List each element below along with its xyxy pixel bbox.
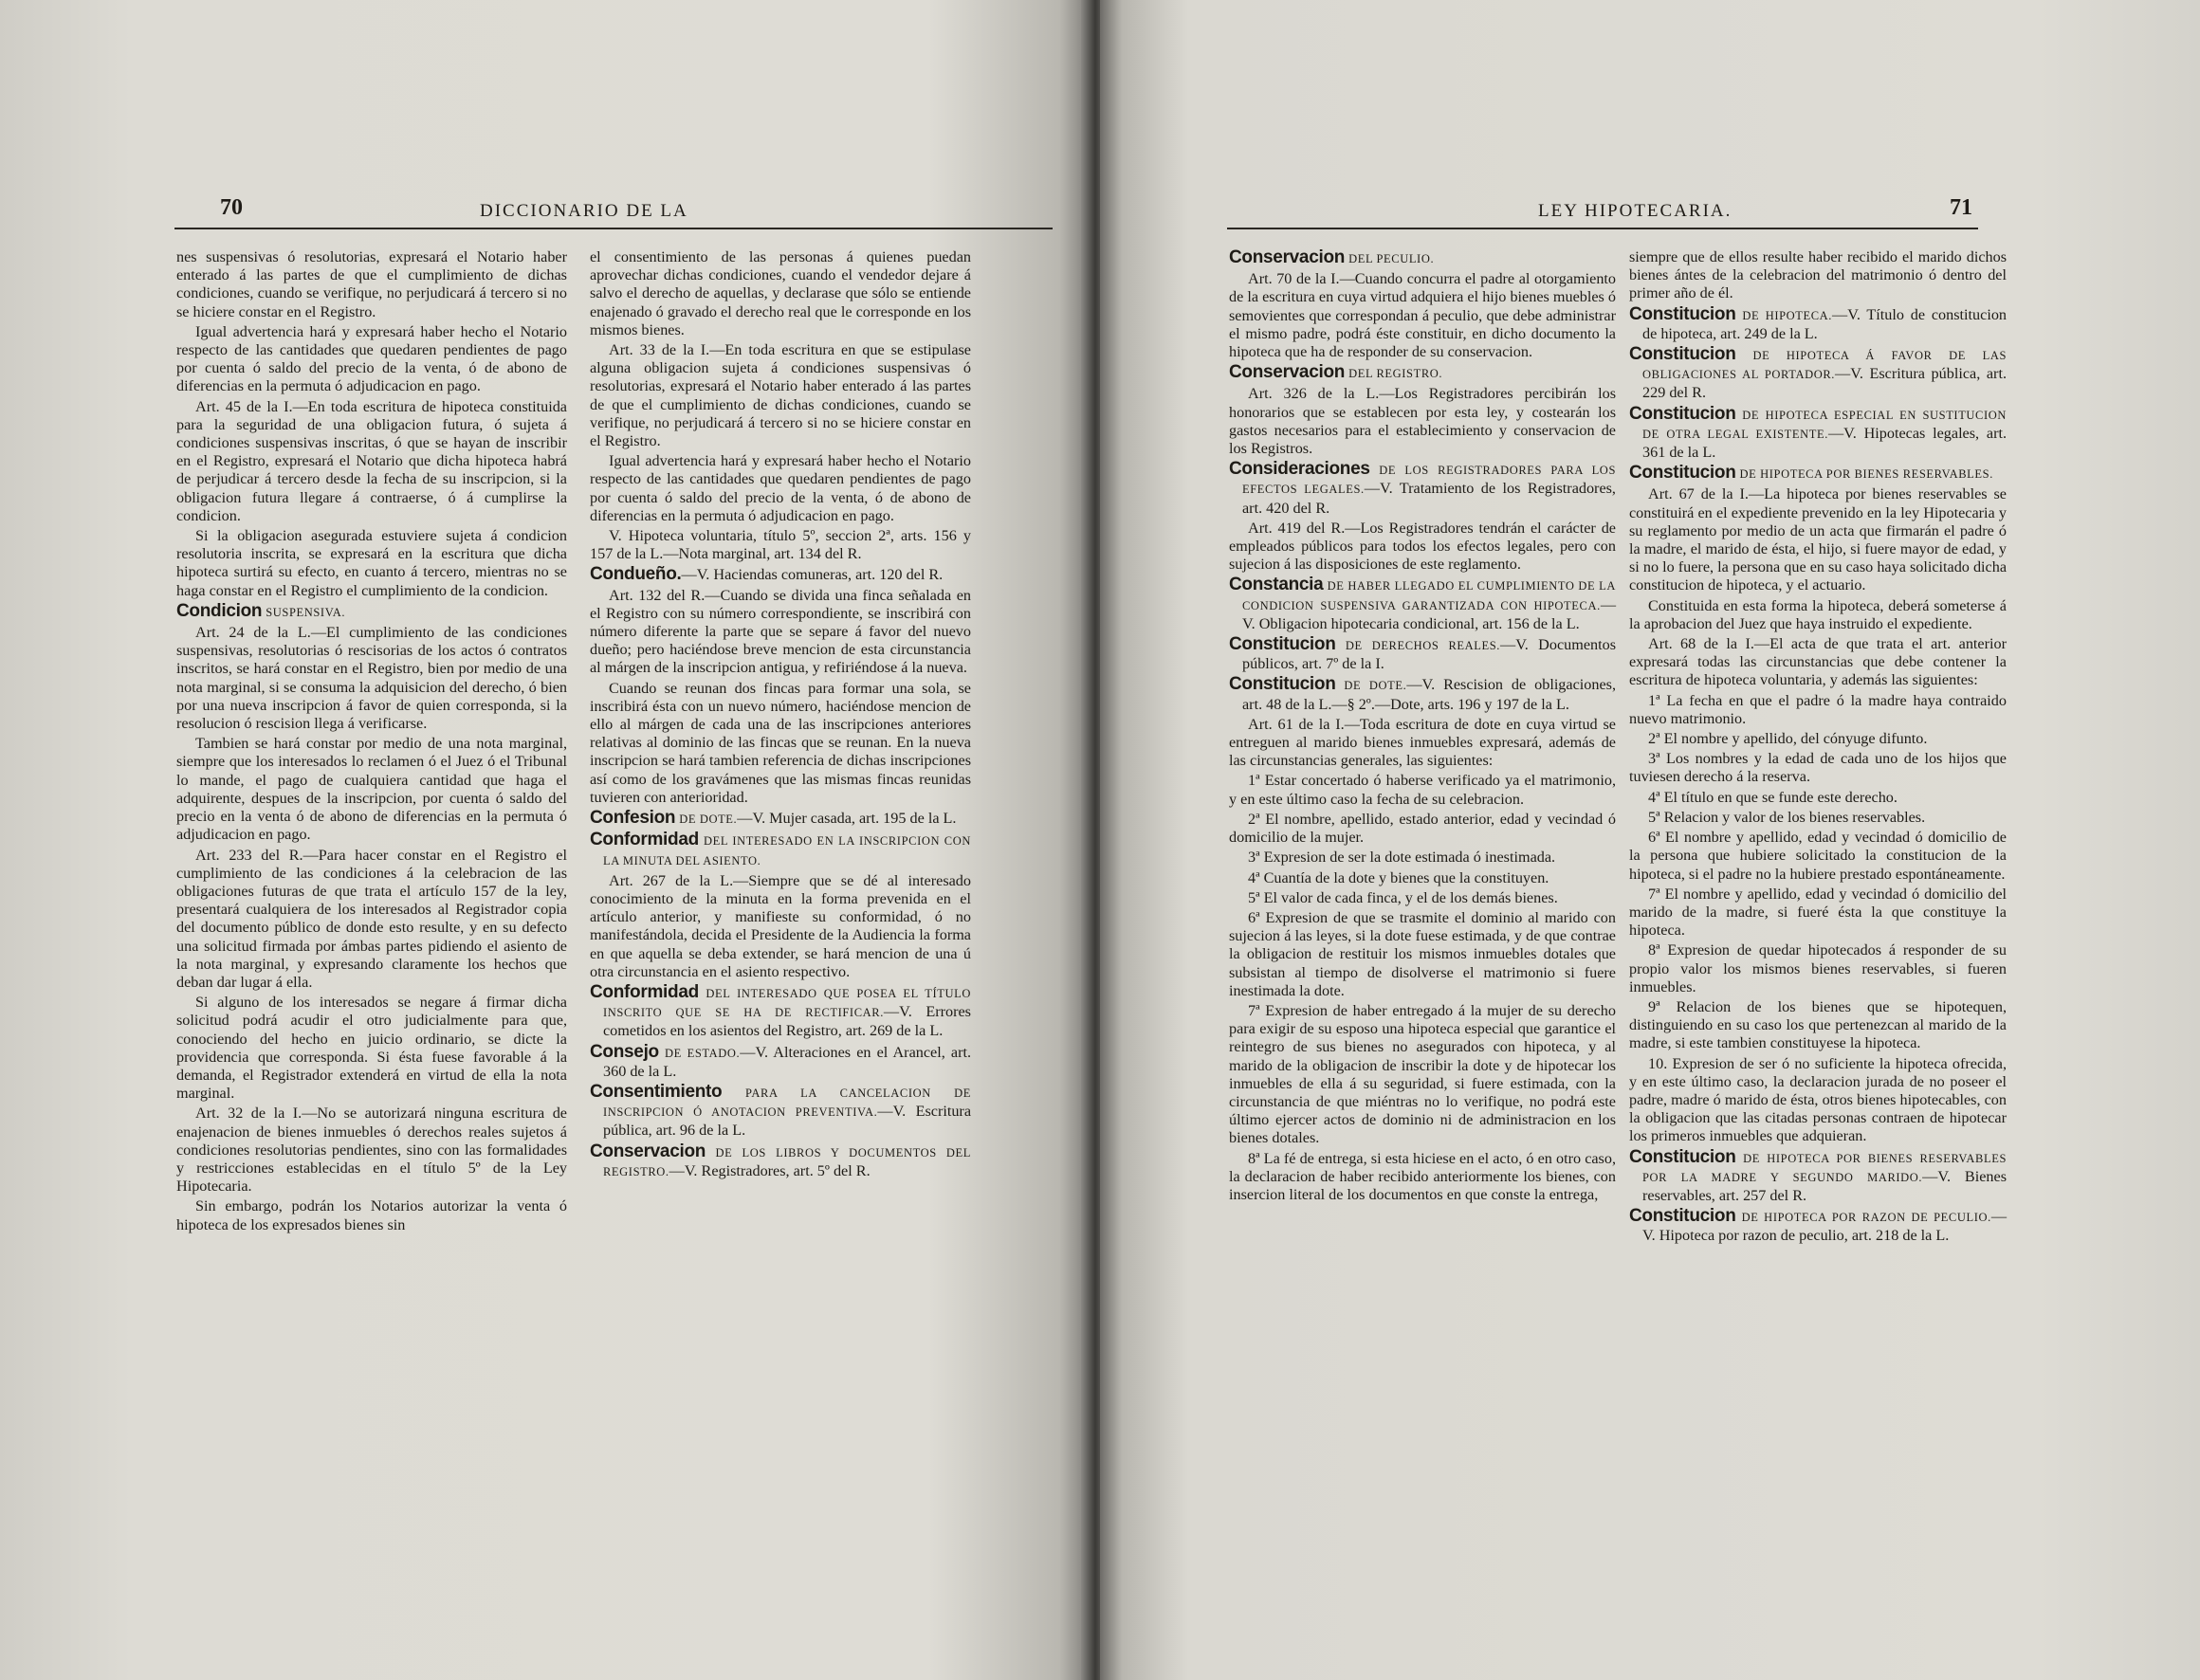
body-paragraph: Art. 233 del R.—Para hacer constar en el Registro el cumplimiento de las condiciones á la celebracion de las obligaciones futuras de que trata el artículo 157 de la ley, presentará cualquiera de los interesados al Registrador copia del documento público de donde esto resulte, y en su defecto una solicitud firmada por ámbas partes pidiendo el asiento de la nota marginal, y expresando claramente los hechos que deban dar lugar á ella.: [176, 846, 567, 991]
entry-reference: —V. Escritura pública, art. 96 de la L.: [603, 1103, 972, 1140]
body-paragraph: Tambien se hará constar por medio de una nota marginal, siempre que los interesados lo reclamen ó el Juez ó el Tribunal lo mande, el pago de cualquiera cantidad que haga el adquirente, despues de la inscripcion, por cuenta ó saldo del precio en la venta ó de abono de diferencias en la permuta ó adjudicacion en pago.: [176, 735, 567, 844]
column-left-2: [590, 248, 971, 1183]
entry-qualifier: DE ESTADO.: [664, 1046, 741, 1060]
body-paragraph: 9ª Relacion de los bienes que se hipotequen, distinguiendo en su caso los que pertenezcan al marido de la madre, si este tambien constituyese la hipoteca.: [1629, 997, 2007, 1052]
entry-qualifier: DE HIPOTECA POR BIENES RESERVABLES.: [1739, 467, 1993, 482]
entry-qualifier: DE DOTE.: [1344, 679, 1407, 693]
entry-reference: —V. Documentos públicos, art. 7º de la I.: [1242, 636, 1616, 673]
body-paragraph: Art. 70 de la I.—Cuando concurra el padre al otorgamiento de la escritura en cuya virtud adquiera el hijo bienes muebles ó semovientes que correspondan á peculio, que debe administrar el mismo padre, podrá éste constituir, en dicho documento la hipoteca que ha de responder de su conservacion.: [1229, 270, 1616, 361]
entry-qualifier: DE HABER LLEGADO EL CUMPLIMIENTO DE LA CONDICION SUSPENSIVA GARANTIZADA CON HIPOTECA.: [1242, 579, 1616, 612]
body-paragraph: 6ª Expresion de que se trasmite el dominio al marido con sujecion á las leyes, si la dote fuese estimada, y de que contrae la obligacion de restituir los mismos inmuebles dotales que subsistan al tiempo de disolverse el matrimonio si fuere inestimada la dote.: [1229, 908, 1616, 999]
entry-headword: Condueño.: [590, 564, 682, 585]
dictionary-entry: [1229, 248, 1616, 268]
body-paragraph: nes suspensivas ó resolutorias, expresará el Notario haber enterado á las partes de que el cumplimiento de dichas condiciones, cuando se verifique, no perjudicará á tercero si no se hiciere constar en el Registro.: [176, 248, 567, 320]
entry-qualifier: DEL REGISTRO.: [1348, 367, 1443, 381]
entry-headword: Constitucion: [1629, 344, 1736, 365]
dictionary-entry: [1629, 1148, 2007, 1206]
body-paragraph: 10. Expresion de ser ó no suficiente la hipoteca ofrecida, y en este último caso, la declaracion jurada de no poseer el padre, madre ó marido de ésta, otros bienes hipotecables, con la obligacion que las citadas personas contraen de hipotecar los primeros inmuebles que adquieran.: [1629, 1054, 2007, 1145]
body-paragraph: 2ª El nombre, apellido, estado anterior, edad y vecindad ó domicilio de la mujer.: [1229, 810, 1616, 847]
body-paragraph: Igual advertencia hará y expresará haber hecho el Notario respecto de las cantidades que quedaren pendientes de pago por cuenta ó saldo del precio de la venta, ó de abono de diferencias en la permuta ó adjudicacion en pago.: [176, 322, 567, 395]
body-paragraph: 2ª El nombre y apellido, del cónyuge difunto.: [1648, 730, 1928, 748]
body-paragraph: 8ª La fé de entrega, si esta hiciese en el acto, ó en otro caso, la declaracion de haber recibido anteriormente los bienes, con insercion literal de los documentos en que conste la entrega,: [1229, 1149, 1616, 1203]
dictionary-entry: [1629, 305, 2007, 343]
dictionary-entry: [1229, 675, 1616, 713]
dictionary-entry: [590, 831, 971, 869]
entry-headword: Constitucion: [1629, 463, 1736, 484]
entry-qualifier: DEL INTERESADO EN LA INSCRIPCION CON LA MINUTA DEL ASIENTO.: [603, 834, 971, 867]
page-number: 71: [1950, 195, 1972, 220]
body-paragraph: Igual advertencia hará y expresará haber hecho el Notario respecto de las cantidades que quedaren pendientes de pago por cuenta ó saldo del precio de la venta, ó de abono de diferencias en la permuta ó adjudicacion en pago.: [590, 452, 971, 524]
entry-qualifier: DE LOS REGISTRADORES PARA LOS EFECTOS LEGALES.: [1242, 464, 1616, 497]
dictionary-entry: [176, 602, 567, 622]
entry-headword: Consejo: [590, 1041, 659, 1062]
body-paragraph: Art. 33 de la I.—En toda escritura en que se estipulase alguna obligacion sujeta á condiciones suspensivas ó resolutorias, expresará el Notario haber enterado á las partes de que el cumplimiento de dichas condiciones, cuando se verifique, no perjudicará á tercero si no se hiciere constar en el Registro.: [590, 341, 971, 450]
dictionary-entry: [590, 983, 971, 1041]
column-right-2: [1629, 248, 2007, 1248]
dictionary-entry: [1229, 460, 1616, 518]
dictionary-entry: [1229, 635, 1616, 673]
body-paragraph: 6ª El nombre y apellido, edad y vecindad ó domicilio de la persona que hubiere solicitado la constitucion de la hipoteca, si el padre no la hubiere prestado espontáneamente.: [1629, 829, 2007, 883]
entry-headword: Conservacion: [1229, 247, 1346, 267]
entry-reference: —V. Hipotecas legales, art. 361 de la L.: [1642, 424, 2007, 462]
body-paragraph: 3ª Los nombres y la edad de cada uno de los hijos que tuviesen derecho á la reserva.: [1629, 750, 2007, 786]
column-left-1: [176, 248, 567, 1236]
body-paragraph: Art. 132 del R.—Cuando se divida una finca señalada en el Registro con su número correspondiente, se inscribirá con número diferente la parte que se separe á favor del nuevo dueño; pero haciéndose breve mencion de esta circunstancia al márgen de la inscripcion antigua, y refiriéndose á la nueva.: [590, 586, 971, 677]
entry-headword: Conservacion: [590, 1141, 706, 1161]
body-paragraph: Si la obligacion asegurada estuviere sujeta á condicion resolutoria inscrita, se expresará en la escritura que dicha hipoteca surtirá su efecto, en cuanto á tercero, mientras no se haga constar en el Registro el cumplimiento de la condicion.: [176, 527, 567, 599]
entry-headword: Constitucion: [1629, 1206, 1736, 1227]
entry-qualifier: DE DOTE.: [679, 813, 738, 827]
entry-reference: —V. Título de constitucion de hipoteca, art. 249 de la L.: [1642, 305, 2008, 342]
entry-reference: —V. Escritura pública, art. 229 del R.: [1642, 365, 2007, 402]
entry-headword: Condicion: [176, 600, 263, 621]
entry-reference: —V. Tratamiento de los Registradores, art. 420 del R.: [1242, 480, 1616, 517]
dictionary-entry: [1629, 405, 2007, 463]
dictionary-entry: [590, 809, 971, 829]
body-paragraph: Art. 67 de la I.—La hipoteca por bienes reservables se constituirá en el expediente prevenido en la ley Hipotecaria y su reglamento por medio de un acta que firmarán el padre ó la madre, el marido de ésta, el hijo, si fuere mayor de edad, y si no lo fuere, la persona que en su caso haya solicitado dicha constitucion de hipoteca, y el actuario.: [1629, 485, 2007, 594]
body-paragraph: Sin embargo, podrán los Notarios autorizar la venta ó hipoteca de los expresados bienes sin: [176, 1197, 567, 1233]
body-paragraph: 1ª Estar concertado ó haberse verificado ya el matrimonio, y en este último caso la fecha de su celebracion.: [1229, 772, 1616, 808]
body-paragraph: el consentimiento de las personas á quienes puedan aprovechar dichas condiciones, cuando el vendedor dejare á salvo el derecho de aquellas, y declarase que sólo se entiende enajenado ó gravado el derecho real que le corresponde en los mismos bienes.: [590, 248, 971, 338]
body-paragraph: Art. 419 del R.—Los Registradores tendrán el carácter de empleados públicos para todos los efectos legales, pero con sujecion á las disposiciones de este reglamento.: [1229, 519, 1616, 574]
entry-reference: —V. Rescision de obligaciones, art. 48 de la L.—§ 2º.—Dote, arts. 196 y 197 de la L.: [1242, 676, 1616, 713]
entry-qualifier: DE LOS LIBROS Y DOCUMENTOS DEL REGISTRO.: [603, 1145, 972, 1178]
entry-reference: —V. Mujer casada, art. 195 de la L.: [737, 810, 957, 828]
right-page: [1100, 0, 2200, 1680]
entry-reference: —V. Obligacion hipotecaria condicional, art. 156 de la L.: [1242, 595, 1616, 632]
body-paragraph: Art. 68 de la I.—El acta de que trata el art. anterior expresará todas las circunstancias que debe contener la escritura de hipoteca voluntaria, y además las siguientes:: [1629, 635, 2007, 689]
body-paragraph: Art. 32 de la I.—No se autorizará ninguna escritura de enajenacion de bienes inmuebles ó derechos reales sujetos á condiciones resolutorias pendientes, sino con las formalidades y restricciones establecidas en el título 5º de la Ley Hipotecaria.: [176, 1105, 567, 1196]
running-head: LEY HIPOTECARIA.: [1538, 201, 1732, 221]
entry-qualifier: DE HIPOTECA POR BIENES RESERVABLES POR LA MADRE Y SEGUNDO MARIDO.: [1642, 1151, 2007, 1184]
entry-qualifier: DEL INTERESADO QUE POSEA EL TÍTULO INSCRITO QUE SE HA DE RECTIFICAR.: [603, 986, 972, 1020]
dictionary-entry: [1229, 363, 1616, 383]
header-rule: [174, 228, 1053, 229]
body-paragraph: 3ª Expresion de ser la dote estimada ó inestimada.: [1248, 849, 1556, 867]
body-paragraph: 5ª El valor de cada finca, y el de los demás bienes.: [1248, 888, 1558, 906]
entry-qualifier: DEL PECULIO.: [1348, 252, 1435, 265]
entry-reference: —V. Errores cometidos en los asientos del Registro, art. 269 de la L.: [603, 1003, 971, 1040]
body-paragraph: Art. 24 de la L.—El cumplimiento de las condiciones suspensivas, resolutorias ó rescisorias de los actos ó contratos inscritos, se hará constar en el Registro, bien por medio de una nota marginal, si se consuma la adquisicion del derecho, ó bien por una nueva inscripcion á favor de quien corresponda, si la resolucion ó rescision llega á verificarse.: [176, 624, 567, 733]
entry-headword: Constitucion: [1229, 634, 1336, 655]
body-paragraph: 7ª Expresion de haber entregado á la mujer de su derecho para exigir de su esposo una hipoteca especial que garantice el reintegro de sus bienes no asegurados con hipoteca, y al marido de la obligacion de inscribir la dote y de hipotecar los inmuebles de ella á su seguridad, si fuere estimada, con la circunstancia de que miéntras no lo verifique, no podrá este último ejercer actos de dominio ni de administracion en los bienes dotales.: [1229, 1001, 1616, 1147]
body-paragraph: V. Hipoteca voluntaria, título 5º, seccion 2ª, arts. 156 y 157 de la L.—Nota marginal, art. 134 del R.: [590, 527, 971, 563]
entry-qualifier: PARA LA CANCELACION DE INSCRIPCION Ó ANOTACION PREVENTIVA.: [603, 1086, 971, 1120]
entry-qualifier: DE HIPOTECA.: [1742, 308, 1833, 322]
dictionary-entry: [1629, 1207, 2007, 1245]
entry-headword: Consideraciones: [1229, 459, 1370, 480]
entry-reference: —V. Alteraciones en el Arancel, art. 360 de la L.: [603, 1043, 971, 1080]
entry-headword: Constitucion: [1629, 303, 1736, 324]
dictionary-entry: [590, 1083, 971, 1141]
body-paragraph: 5ª Relacion y valor de los bienes reservables.: [1648, 808, 1926, 826]
body-paragraph: 4ª Cuantía de la dote y bienes que la constituyen.: [1248, 868, 1549, 886]
entry-headword: Constitucion: [1229, 674, 1336, 695]
entry-qualifier: DE HIPOTECA Á FAVOR DE LAS OBLIGACIONES AL PORTADOR.: [1642, 349, 2008, 382]
dictionary-entry: [1229, 575, 1616, 633]
body-paragraph: Cuando se reunan dos fincas para formar una sola, se inscribirá ésta con un nuevo número, haciéndose mencion de ello al márgen de cada una de las inscripciones anteriores relativas al dominio de las fincas que se reunan. En la nueva inscripcion se hará tambien referencia de dichas inscripciones así como de los gravámenes que las mismas fincas reunidas tuvieren con anterioridad.: [590, 679, 971, 806]
body-paragraph: 4ª El título en que se funde este derecho.: [1648, 788, 1898, 806]
entry-qualifier: DE HIPOTECA ESPECIAL EN SUSTITUCION DE OTRA LEGAL EXISTENTE.: [1642, 408, 2008, 441]
entry-headword: Consentimiento: [590, 1081, 723, 1102]
entry-headword: Constitucion: [1629, 403, 1736, 424]
entry-headword: Conformidad: [590, 981, 699, 1002]
body-paragraph: Art. 61 de la I.—Toda escritura de dote en cuya virtud se entreguen al marido bienes inmuebles expresará, además de las circunstancias generales, las siguientes:: [1229, 715, 1616, 770]
body-paragraph: 7ª El nombre y apellido, edad y vecindad ó domicilio del marido de la madre, si fueré ésta la que constituye la hipoteca.: [1629, 885, 2007, 940]
column-right-1: [1229, 248, 1616, 1206]
entry-qualifier: SUSPENSIVA.: [266, 605, 346, 619]
dictionary-entry: [1629, 464, 2007, 484]
body-paragraph: Art. 326 de la L.—Los Registradores percibirán los honorarios que se establecen por esta ley, y costearán los gastos necesarios para el establecimiento y conservacion de los Registros.: [1229, 385, 1616, 458]
page-number: 70: [220, 195, 243, 220]
dictionary-entry: [590, 565, 971, 584]
dictionary-entry: [590, 1043, 971, 1081]
body-paragraph: 8ª Expresion de quedar hipotecados á responder de su propio valor los mismos bienes reservables, si fueren inmuebles.: [1629, 941, 2007, 995]
entry-headword: Confesion: [590, 808, 676, 829]
entry-headword: Constancia: [1229, 575, 1324, 595]
entry-reference: —V. Bienes reservables, art. 257 del R.: [1642, 1167, 2007, 1204]
entry-reference: —V. Hipoteca por razon de peculio, art. 218 de la L.: [1642, 1208, 2008, 1245]
body-paragraph: siempre que de ellos resulte haber recibido el marido dichos bienes ántes de la celebracion del matrimonio ó dentro del primer año de él.: [1629, 248, 2007, 302]
dictionary-entry: [590, 1142, 971, 1181]
entry-headword: Conservacion: [1229, 362, 1346, 383]
body-paragraph: Si alguno de los interesados se negare á firmar dicha solicitud podrá acudir el otro judicialmente para que, conociendo del hecho en juicio ordinario, se dicte la providencia que corresponda. Si ésta fuese favorable á la demanda, el Registrador extenderá en virtud de ella la nota marginal.: [176, 994, 567, 1103]
entry-reference: —V. Registradores, art. 5º del R.: [669, 1161, 871, 1179]
body-paragraph: Art. 267 de la L.—Siempre que se dé al interesado conocimiento de la minuta en la forma prevenida en el artículo anterior, y manifieste su conformidad, ó no manifestándola, decida el Presidente de la Audiencia la forma en que aquella se deba extender, se hará mencion de una ú otra circunstancia en el asiento respectivo.: [590, 871, 971, 980]
body-paragraph: Art. 45 de la I.—En toda escritura de hipoteca constituida para la seguridad de una obligacion futura, ó sujeta á condiciones suspensivas inscritas, ó que se hayan de inscribir en el Registro, expresará el Notario que dicha hipoteca habrá de perjudicar á tercero desde la fecha de su inscripcion, si la obligacion futura llegare á contraerse, ó á cumplirse la condicion.: [176, 397, 567, 524]
body-paragraph: 1ª La fecha en que el padre ó la madre haya contraido nuevo matrimonio.: [1629, 691, 2007, 727]
body-paragraph: Constituida en esta forma la hipoteca, deberá someterse á la aprobacion del Juez que haya instruido el expediente.: [1629, 596, 2007, 632]
dictionary-entry: [1629, 345, 2007, 403]
left-page: [0, 0, 1092, 1680]
entry-reference: —V. Haciendas comuneras, art. 120 del R.: [681, 566, 944, 584]
header-rule: [1227, 228, 1978, 229]
entry-qualifier: DE HIPOTECA POR RAZON DE PECULIO.: [1741, 1211, 1991, 1225]
entry-headword: Constitucion: [1629, 1146, 1736, 1167]
entry-headword: Conformidad: [590, 830, 699, 850]
entry-qualifier: DE DERECHOS REALES.: [1345, 639, 1501, 653]
running-head: DICCIONARIO DE LA: [480, 201, 688, 221]
